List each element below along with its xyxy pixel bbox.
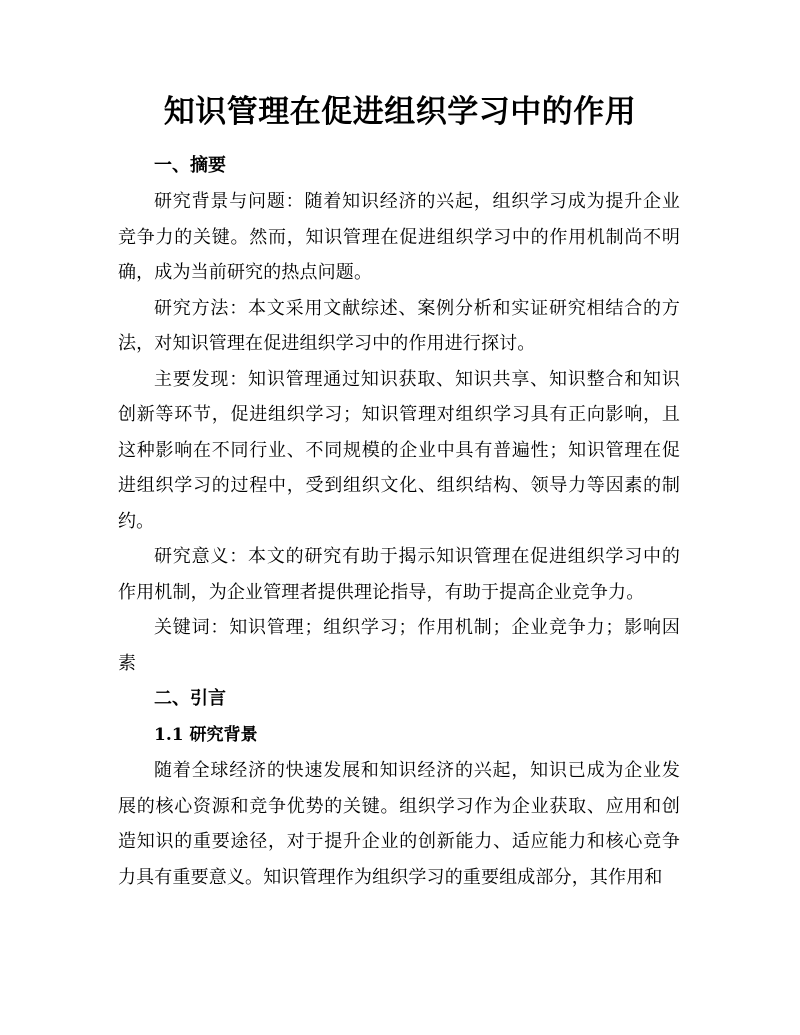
research-background-subheading: 1.1 研究背景: [154, 725, 258, 745]
abstract-background-paragraph: 研究背景与问题：随着知识经济的兴起，组织学习成为提升企业竞争力的关键。然而，知识管理在促进组织学习中的作用机制尚不明确，成为当前研究的热点问题。: [118, 191, 680, 283]
introduction-section: [118, 681, 680, 895]
keywords-paragraph: 关键词：知识管理；组织学习；作用机制；企业竞争力；影响因素: [118, 617, 680, 674]
document-title: 知识管理在促进组织学习中的作用: [163, 94, 637, 130]
abstract-significance-paragraph: 研究意义：本文的研究有助于揭示知识管理在促进组织学习中的作用机制，为企业管理者提供理论指导，有助于提高企业竞争力。: [118, 546, 680, 603]
research-background-paragraph: 随着全球经济的快速发展和知识经济的兴起，知识已成为企业发展的核心资源和竞争优势的关键。组织学习作为企业获取、应用和创造知识的重要途径，对于提升企业的创新能力、适应能力和核心竞争力具有重要意义。知识管理作为组织学习的重要组成部分，其作用和: [118, 760, 680, 888]
document-body: [118, 148, 680, 895]
abstract-methods-paragraph: 研究方法：本文采用文献综述、案例分析和实证研究相结合的方法，对知识管理在促进组织学习中的作用进行探讨。: [118, 297, 680, 354]
introduction-heading: 二、引言: [154, 688, 226, 709]
abstract-heading: 一、摘要: [154, 155, 226, 176]
abstract-findings-paragraph: 主要发现：知识管理通过知识获取、知识共享、知识整合和知识创新等环节，促进组织学习；知识管理对组织学习具有正向影响，且这种影响在不同行业、不同规模的企业中具有普遍性；知识管理在促进组织学习的过程中，受到组织文化、组织结构、领导力等因素的制约。: [118, 368, 680, 532]
abstract-section: [118, 148, 680, 681]
